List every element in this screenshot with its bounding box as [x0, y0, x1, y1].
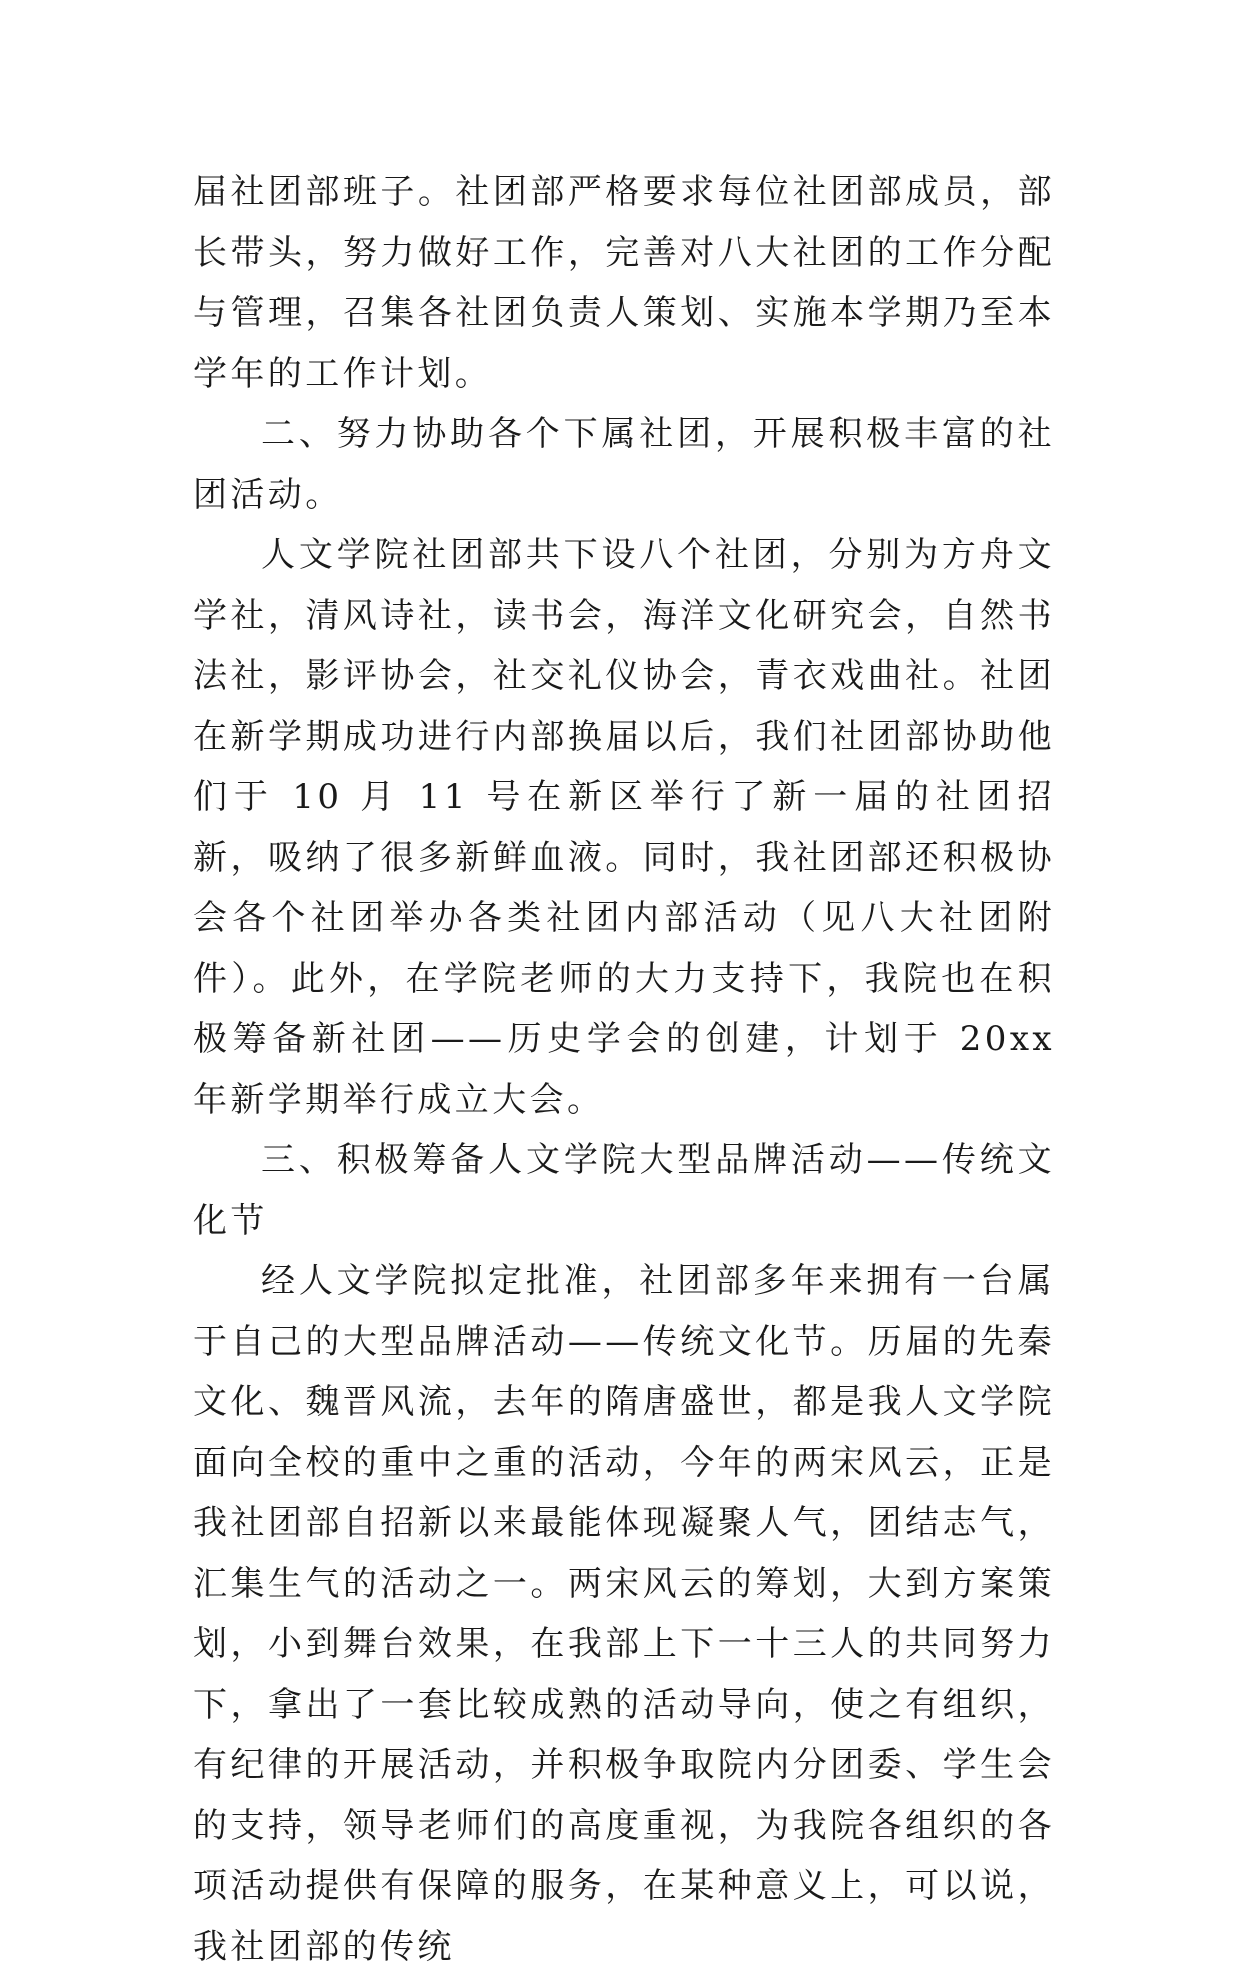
document-body	[193, 162, 1055, 1977]
section-heading-2: 二、努力协助各个下属社团，开展积极丰富的社团活动。	[193, 414, 1055, 515]
paragraph-continuation: 届社团部班子。社团部严格要求每位社团部成员，部长带头，努力做好工作，完善对八大社团的工作分配与管理，召集各社团负责人策划、实施本学期乃至本学年的工作计划。	[193, 172, 1055, 394]
paragraph-clubs: 人文学院社团部共下设八个社团，分别为方舟文学社，清风诗社，读书会，海洋文化研究会，自然书法社，影评协会，社交礼仪协会，青衣戏曲社。社团在新学期成功进行内部换届以后，我们社团部协助他们于 10 月 11 号在新区举行了新一届的社团招新，吸纳了很多新鲜血液。同时，我社团部还积极协会各个社团举办各类社团内部活动（见八大社团附件）。此外，在学院老师的大力支持下，我院也在积极筹备新社团——历史学会的创建，计划于 20xx 年新学期举行成立大会。	[193, 535, 1055, 1120]
paragraph-culture-festival: 经人文学院拟定批准，社团部多年来拥有一台属于自己的大型品牌活动——传统文化节。历届的先秦文化、魏晋风流，去年的隋唐盛世，都是我人文学院面向全校的重中之重的活动，今年的两宋风云，正是我社团部自招新以来最能体现凝聚人气，团结志气，汇集生气的活动之一。两宋风云的筹划，大到方案策划，小到舞台效果，在我部上下一十三人的共同努力下，拿出了一套比较成熟的活动导向，使之有组织，有纪律的开展活动，并积极争取院内分团委、学生会的支持，领导老师们的高度重视，为我院各组织的各项活动提供有保障的服务，在某种意义上，可以说，我社团部的传统	[193, 1261, 1055, 1967]
section-heading-3: 三、积极筹备人文学院大型品牌活动——传统文化节	[193, 1140, 1055, 1241]
